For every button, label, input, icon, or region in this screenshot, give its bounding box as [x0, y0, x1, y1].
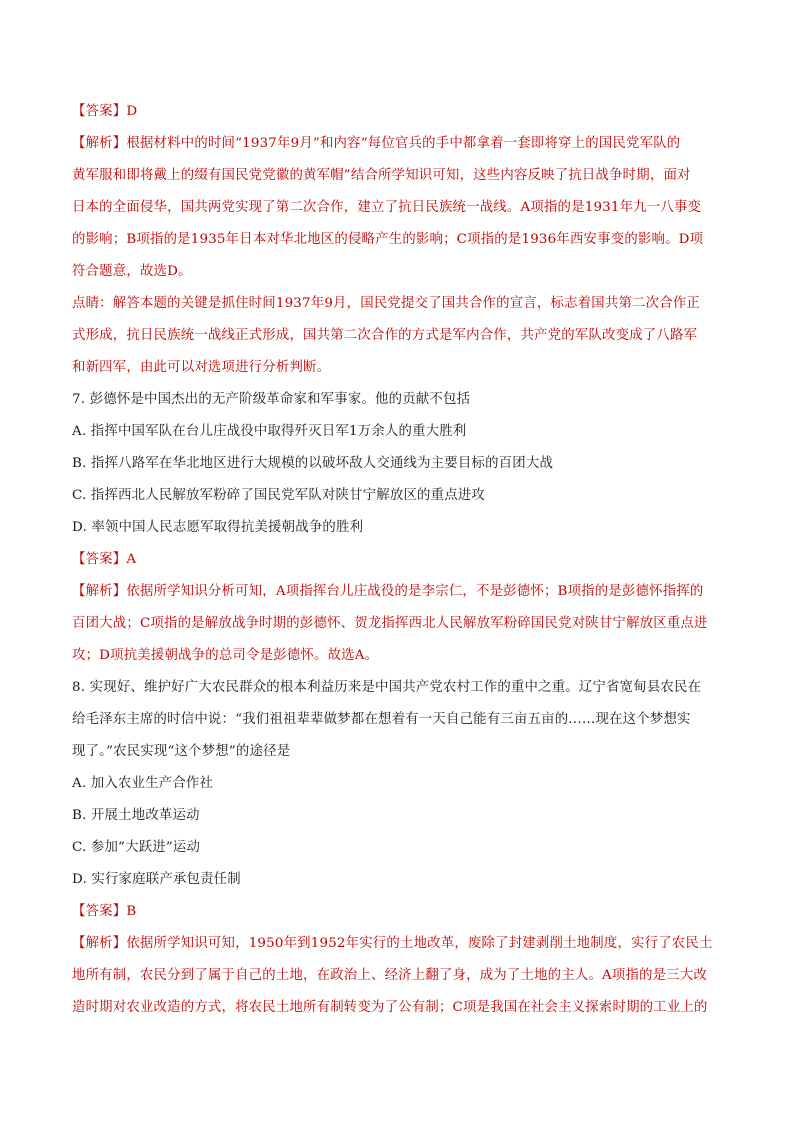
analysis-text: 的影响；B项指的是1935年日本对华北地区的侵略产生的影响；C项指的是1936年西安事变的影响。D项	[72, 232, 704, 247]
answer-label: 【答案】	[72, 904, 127, 919]
analysis-text: 造时期对农业改造的方式，将农民土地所有制转变为了公有制；C项是我国在社会主义探索时期的工业上的	[72, 1000, 708, 1015]
analysis-text: 攻；D项抗美援朝战争的总司令是彭德怀。故选A。	[72, 648, 379, 663]
option-d: D. 率领中国人民志愿军取得抗美援朝战争的胜利	[72, 520, 364, 535]
answer-value: D	[126, 104, 138, 119]
analysis-text: 地所有制，农民分到了属于自己的土地，在政治上、经济上翻了身，成为了土地的主人。A项指的是三大改	[72, 968, 708, 983]
question-stem: 7. 彭德怀是中国杰出的无产阶级革命家和军事家。他的贡献不包括	[72, 392, 471, 407]
answer-label: 【答案】	[72, 552, 127, 567]
analysis-text: 黄军服和即将戴上的缀有国民党党徽的黄军帽”结合所学知识可知，这些内容反映了抗日战争时期，面对	[72, 168, 691, 183]
analysis-line	[72, 928, 724, 960]
question-stem: 8. 实现好、维护好广大农民群众的根本利益历来是中国共产党农村工作的重中之重。辽宁省宽甸县农民在	[72, 680, 702, 695]
analysis-label: 【解析】	[72, 584, 127, 599]
question-stem: 现了。”农民实现“这个梦想”的途径是	[72, 744, 291, 759]
answer-line	[72, 544, 724, 576]
answer-line	[72, 896, 724, 928]
analysis-text: 百团大战；C项指的是解放战争时期的彭德怀、贺龙指挥西北人民解放军粉碎国民党对陕甘宁解放区重点进	[72, 616, 708, 631]
question-stem: 给毛泽东主席的时信中说：“我们祖祖辈辈做梦都在想着有一天自己能有三亩五亩的……现在这个梦想实	[72, 712, 691, 727]
option-a: A. 指挥中国军队在台儿庄战役中取得歼灭日军1万余人的重大胜利	[72, 424, 467, 439]
analysis-line	[72, 128, 724, 160]
analysis-text: 根据材料中的时间“1937年9月”和内容“每位官兵的手中都拿着一套即将穿上的国民党军队的	[126, 136, 681, 151]
answer-label: 【答案】	[72, 104, 127, 119]
analysis-label: 【解析】	[72, 936, 127, 951]
analysis-label: 【解析】	[72, 136, 127, 151]
option-b: B. 指挥八路军在华北地区进行大规模的以破坏敌人交通线为主要目标的百团大战	[72, 456, 554, 471]
dian-line	[72, 288, 724, 320]
answer-line	[72, 96, 724, 128]
answer-value: A	[126, 552, 137, 567]
dian-label: 点睛：	[72, 296, 113, 311]
analysis-text: 依据所学知识分析可知，A项指挥台儿庄战役的是李宗仁，不是彭德怀；B项指的是彭德怀指挥的	[126, 584, 704, 599]
analysis-text: 符合题意，故选D。	[72, 264, 192, 279]
document-page	[72, 96, 724, 1024]
analysis-line	[72, 576, 724, 608]
dian-text: 和新四军，由此可以对选项进行分析判断。	[72, 360, 331, 375]
option-b: B. 开展土地改革运动	[72, 808, 200, 823]
option-a: A. 加入农业生产合作社	[72, 776, 214, 791]
analysis-text: 依据所学知识可知，1950年到1952年实行的土地改革，废除了封建剥削土地制度，实行了农民土	[126, 936, 713, 951]
option-c: C. 指挥西北人民解放军粉碎了国民党军队对陕甘宁解放区的重点进攻	[72, 488, 486, 503]
option-c: C. 参加“大跃进”运动	[72, 840, 201, 855]
analysis-text: 日本的全面侵华，国共两党实现了第二次合作，建立了抗日民族统一战线。A项指的是1931年九一八事变	[72, 200, 702, 215]
answer-value: B	[126, 904, 137, 919]
dian-text: 式形成，抗日民族统一战线正式形成，国共第二次合作的方式是军内合作，共产党的军队改变成了八路军	[72, 328, 698, 343]
option-d: D. 实行家庭联产承包责任制	[72, 872, 241, 887]
dian-text: 解答本题的关键是抓住时间1937年9月，国民党提交了国共合作的宣言，标志着国共第二次合作正	[112, 296, 701, 311]
